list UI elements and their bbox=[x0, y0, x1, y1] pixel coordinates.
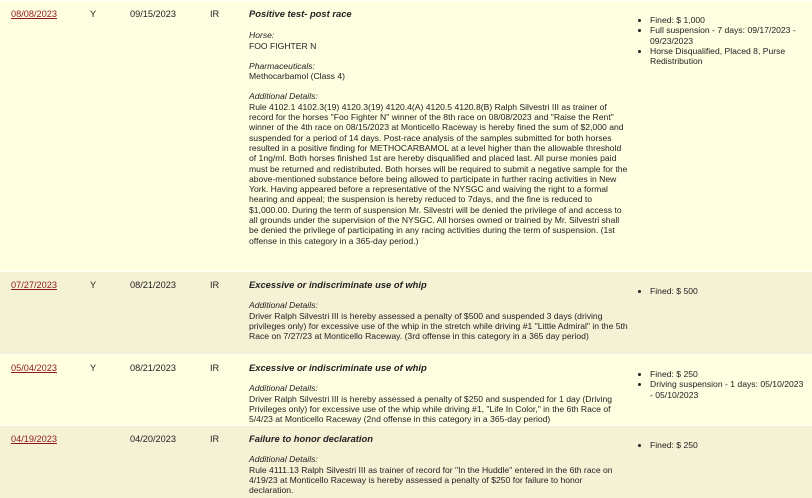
penalty-item: • Horse Disqualified, Placed 8, Purse Redistribution bbox=[650, 46, 808, 67]
additional-details-text: Driver Ralph Silvestri III is hereby assessed a penalty of $500 and suspended 3 days (driving privileges only) for excessive use of the whip in the stretch while driving #1 "Little Admiral" in the 5th Race on 7/27/23 at Monticello Raceway. (3rd offense in this category in a 365 day period) bbox=[249, 310, 628, 342]
additional-details-label: Additional Details: bbox=[249, 454, 318, 465]
table-row bbox=[0, 354, 812, 425]
jurisdiction: IR bbox=[210, 434, 220, 444]
decision-date: 04/20/2023 bbox=[130, 434, 176, 444]
violation-title: Excessive or indiscriminate use of whip bbox=[249, 362, 427, 373]
additional-details-text: Driver Ralph Silvestri III is hereby assessed a penalty of $250 and suspended for 1 day (Driving Privileges only) for excessive use of the whip while driving #1, "Life In Color," in the 6th Race of 5/4/23 at Monticello Raceway (2nd offense in this category in a 365-day period) bbox=[249, 393, 613, 425]
penalty-item: • Driving suspension - 1 days: 05/10/2023 - 05/10/2023 bbox=[650, 379, 808, 400]
ruling-details bbox=[249, 363, 629, 424]
ruling-details bbox=[249, 434, 629, 495]
penalty-list bbox=[638, 369, 808, 400]
penalty-item: • Fined: $ 250 bbox=[650, 369, 808, 379]
appeal-flag: Y bbox=[90, 363, 97, 373]
penalty-item: • Fined: $ 500 bbox=[650, 286, 808, 296]
penalty-list bbox=[638, 286, 808, 296]
jurisdiction: IR bbox=[210, 280, 220, 290]
violation-title: Failure to honor declaration bbox=[249, 433, 373, 444]
decision-date: 08/21/2023 bbox=[130, 280, 176, 290]
violation-title: Excessive or indiscriminate use of whip bbox=[249, 279, 427, 290]
additional-details-label: Additional Details: bbox=[249, 91, 318, 102]
ruling-details bbox=[249, 9, 629, 246]
penalty-item: • Fined: $ 250 bbox=[650, 440, 808, 450]
jurisdiction: IR bbox=[210, 9, 220, 19]
penalty-item: • Fined: $ 1,000 bbox=[650, 15, 808, 25]
penalty-item: • Full suspension - 7 days: 09/17/2023 - 09/23/2023 bbox=[650, 25, 808, 46]
ruling-date-link[interactable]: 05/04/2023 bbox=[11, 363, 57, 373]
pharmaceuticals-label: Pharmaceuticals: bbox=[249, 60, 315, 71]
additional-details-label: Additional Details: bbox=[249, 383, 318, 394]
penalty-list bbox=[638, 440, 808, 450]
table-row bbox=[0, 425, 812, 498]
ruling-date-link[interactable]: 04/19/2023 bbox=[11, 434, 57, 444]
additional-details-text: Rule 4102.1 4102.3(19) 4120.3(19) 4120.4(A) 4120.5 4120.8(B) Ralph Silvestri III as trainer of record for the horses "Foo Fighter N" winner of the 8th race on 08/08/2023 and "Raise the Rent" winner of the 4th race on 08/15/2023 at Monticello Raceway is hereby fined the sum of $2,000 and suspended for a period of 14 days. Post-race analysis of the samples submitted for both horses resulted in a positive finding for METHOCARBAMOL at a level higher than the allowable threshold of 1ng/ml. Both horses finished 1st are hereby disqualified and placed last. All purse monies paid must be returned and redistributed. Both horses will be required to submit a negative sample for the above-mentioned substance before being allowed to participate in further racing activities in New York. Having appeared before a representative of the NYSGC and waiving the right to a formal hearing and appeal; the suspension is hereby reduced to 7days, and the fine is reduced to $1,000.00. During the term of suspension Mr. Silvestri will be denied the privilege of and access to all grounds under the supervision of the NYSGC. All horses owned or trained by Mr. Silvestri shall be denied the privilege of participating in any racing activities during the term of suspension. (1st offense in this category in a 365-day period.) bbox=[249, 101, 628, 246]
additional-details-text: Rule 4111.13 Ralph Silvestri III as trainer of record for "In the Huddle" entered in the 6th race on 4/19/23 at Monticello Raceway is hereby assessed a penalty of $250 for failure to honor declaration. bbox=[249, 464, 613, 496]
ruling-details bbox=[249, 280, 629, 341]
pharmaceutical-value: Methocarbamol (Class 4) bbox=[249, 71, 345, 82]
violation-title: Positive test- post race bbox=[249, 8, 352, 19]
additional-details-label: Additional Details: bbox=[249, 300, 318, 311]
appeal-flag: Y bbox=[90, 280, 97, 290]
table-row bbox=[0, 271, 812, 354]
decision-date: 09/15/2023 bbox=[130, 9, 176, 19]
jurisdiction: IR bbox=[210, 363, 220, 373]
penalty-list bbox=[638, 15, 808, 66]
horse-label: Horse: bbox=[249, 30, 275, 41]
ruling-date-link[interactable]: 08/08/2023 bbox=[11, 9, 57, 19]
ruling-date-link[interactable]: 07/27/2023 bbox=[11, 280, 57, 290]
appeal-flag: Y bbox=[90, 9, 97, 19]
decision-date: 08/21/2023 bbox=[130, 363, 176, 373]
horse-name: FOO FIGHTER N bbox=[249, 40, 317, 51]
